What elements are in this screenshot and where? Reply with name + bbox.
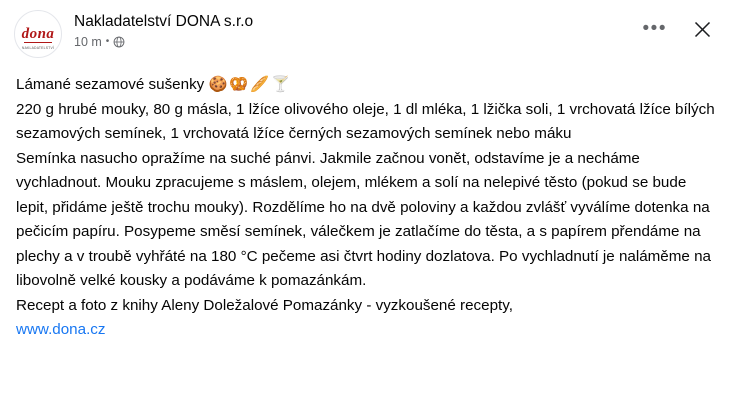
- meta-separator-dot: •: [105, 36, 110, 47]
- recipe-link-line: [16, 318, 717, 343]
- globe-icon[interactable]: [113, 36, 125, 48]
- post-body: [0, 58, 731, 343]
- website-link[interactable]: www.dona.cz: [16, 321, 106, 338]
- post-header-text: [74, 10, 635, 49]
- recipe-ingredients: 220 g hrubé mouky, 80 g másla, 1 lžíce olivového oleje, 1 dl mléka, 1 lžička soli, 1 vrchovatá lžíce bílých sezamových semínek, 1 vrchovatá lžíce černých sezamových semínek nebo máku: [16, 100, 715, 142]
- post-meta: [74, 35, 635, 49]
- recipe-credit: Recept a foto z knihy Aleny Doležalové Pomazánky - vyzkoušené recepty,: [16, 296, 513, 314]
- avatar-subtitle: NAKLADATELSTVÍ: [21, 46, 55, 50]
- close-button[interactable]: [687, 14, 717, 44]
- post-header: [0, 0, 731, 58]
- post-timestamp[interactable]: 10 m: [74, 35, 102, 49]
- avatar-logo-text: dona: [21, 25, 55, 42]
- post-header-actions: [635, 10, 717, 44]
- recipe-title-emoji: 🍪🥨🥖🍸: [208, 75, 293, 93]
- recipe-title-line: [16, 72, 717, 98]
- recipe-title: Lámané sezamové sušenky: [16, 76, 205, 93]
- more-options-button[interactable]: •••: [642, 18, 667, 39]
- page-name[interactable]: Nakladatelství DONA s.r.o: [74, 13, 254, 30]
- avatar[interactable]: [14, 10, 62, 58]
- avatar-divider: [24, 42, 52, 43]
- recipe-instructions: Semínka nasucho opražíme na suché pánvi. Jakmile začnou vonět, odstavíme je a necháme vychladnout. Mouku zpracujeme s máslem, olejem, mlékem a solí na nelepivé těsto (pokud se bude lepit, přidáme ještě trochu mouky). Rozdělíme ho na dvě poloviny a každou zvlášť vyválíme dotenka na pečicím papíru. Posypeme směsí semínek, válečkem je zatlačíme do těsta, a s papírem přendáme na plechy a v troubě vyhřáté na 180 °C pečeme asi čtvrt hodiny dozlatova. Po vychladnutí je naláměme na libovolně velké kousky a podáváme k pomazánkám.: [16, 149, 711, 289]
